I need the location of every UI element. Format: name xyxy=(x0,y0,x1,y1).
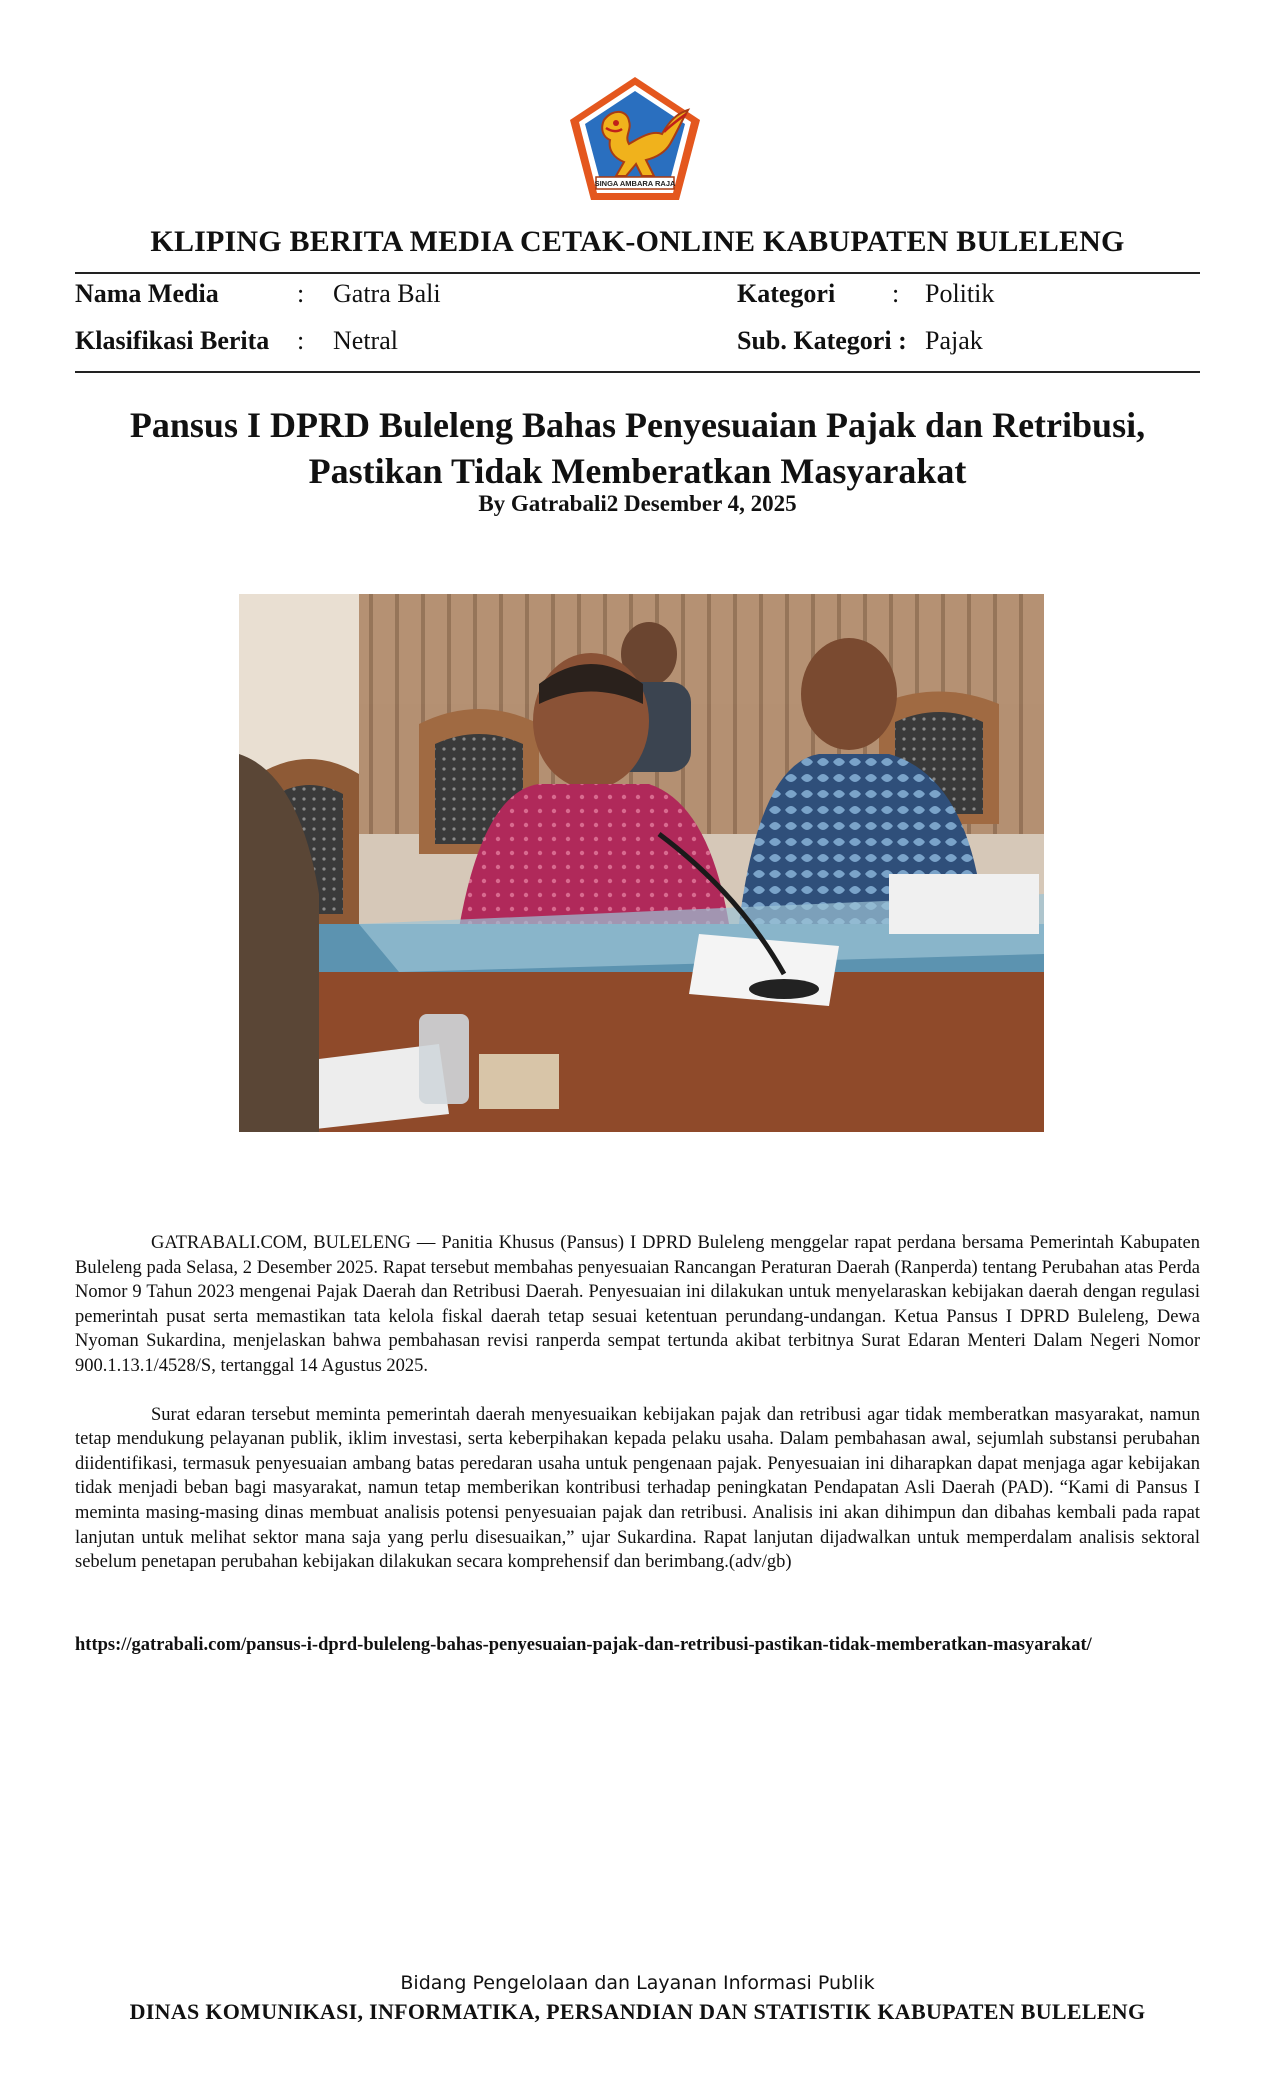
classification-label: Klasifikasi Berita xyxy=(75,326,270,355)
footer-unit-name: Bidang Pengelolaan dan Layanan Informasi Publik xyxy=(400,1972,875,1994)
headline-line-2: Pastikan Tidak Memberatkan Masyarakat xyxy=(308,451,967,491)
article-paragraph-1: GATRABALI.COM, BULELENG — Panitia Khusus (Pansus) I DPRD Buleleng menggelar rapat perdana bersama Pemerintah Kabupaten Buleleng pada Selasa, 2 Desember 2025. Rapat tersebut membahas penyesuaian Rancangan Peraturan Daerah (Ranperda) tentang Perubahan atas Perda Nomor 9 Tahun 2023 mengenai Pajak Daerah dan Retribusi Daerah. Penyesuaian ini dilakukan untuk menyelaraskan kebijakan daerah dengan regulasi pemerintah pusat serta memastikan tata kelola fiskal daerah tetap sesuai ketentuan perundang-undangan. Ketua Pansus I DPRD Buleleng, Dewa Nyoman Sukardina, menjelaskan bahwa pembahasan revisi ranperda sempat tertunda akibat terbitnya Surat Edaran Menteri Dalam Negeri Nomor 900.1.13.1/4528/S, tertanggal 14 Agustus 2025. xyxy=(75,1233,1200,1376)
header-rule-bottom xyxy=(75,371,1200,373)
article-paragraph-2: Surat edaran tersebut meminta pemerintah daerah menyesuaikan kebijakan pajak dan retribusi agar tidak memberatkan masyarakat, namun tetap mendukung pelayanan publik, iklim investasi, serta keberpihakan kepada pelaku usaha. Dalam pembahasan awal, sejumlah substansi perubahan diidentifikasi, termasuk penyesuaian ambang batas peredaran usaha untuk pengenaan pajak. Penyesuaian ini diharapkan dapat menjaga agar kebijakan tidak menjadi beban bagi masyarakat, namun tetap memberikan kontribusi terhadap peningkatan Pendapatan Asli Daerah (PAD). “Kami di Pansus I meminta masing-masing dinas membuat analisis potensi penyesuaian pajak dan retribusi. Analisis ini akan dihimpun dan dibahas kembali pada rapat lanjutan untuk melihat sektor mana saja yang perlu disesuaikan,” ujar Sukardina. Rapat lanjutan dijadwalkan untuk memperdalam analisis sektoral sebelum penetapan perubahan kebijakan dilakukan secara komprehensif dan berimbang.(adv/gb) xyxy=(75,1404,1200,1573)
category-colon: : xyxy=(892,279,900,308)
classification-colon: : xyxy=(297,326,305,355)
subcategory-value: Pajak xyxy=(925,326,983,355)
meta-row-media xyxy=(75,279,1200,313)
article-headline xyxy=(60,402,1215,494)
article-body xyxy=(75,1231,1200,1599)
document-title: KLIPING BERITA MEDIA CETAK-ONLINE KABUPATEN BULELENG xyxy=(150,225,1125,258)
headline-line-1: Pansus I DPRD Buleleng Bahas Penyesuaian Pajak dan Retribusi, xyxy=(129,405,1146,445)
article-photo xyxy=(239,594,1044,1132)
buleleng-regency-emblem xyxy=(566,74,704,204)
meta-row-classification xyxy=(75,326,1200,360)
subcategory-label: Sub. Kategori : xyxy=(737,326,907,355)
emblem-motto: SINGA AMBARA RAJA xyxy=(594,179,676,188)
classification-value: Netral xyxy=(333,326,398,355)
category-label: Kategori xyxy=(737,279,836,308)
media-value: Gatra Bali xyxy=(333,279,441,308)
category-value: Politik xyxy=(925,279,995,308)
media-colon: : xyxy=(297,279,305,308)
header-rule-top xyxy=(75,272,1200,274)
article-byline: By Gatrabali2 Desember 4, 2025 xyxy=(478,491,797,516)
footer-agency-name: DINAS KOMUNIKASI, INFORMATIKA, PERSANDIAN DAN STATISTIK KABUPATEN BULELENG xyxy=(129,1999,1146,2024)
source-url-link[interactable]: https://gatrabali.com/pansus-i-dprd-buleleng-bahas-penyesuaian-pajak-dan-retribusi-pastikan-tidak-memberatkan-masyarakat/ xyxy=(75,1635,1092,1655)
media-label: Nama Media xyxy=(75,279,219,308)
